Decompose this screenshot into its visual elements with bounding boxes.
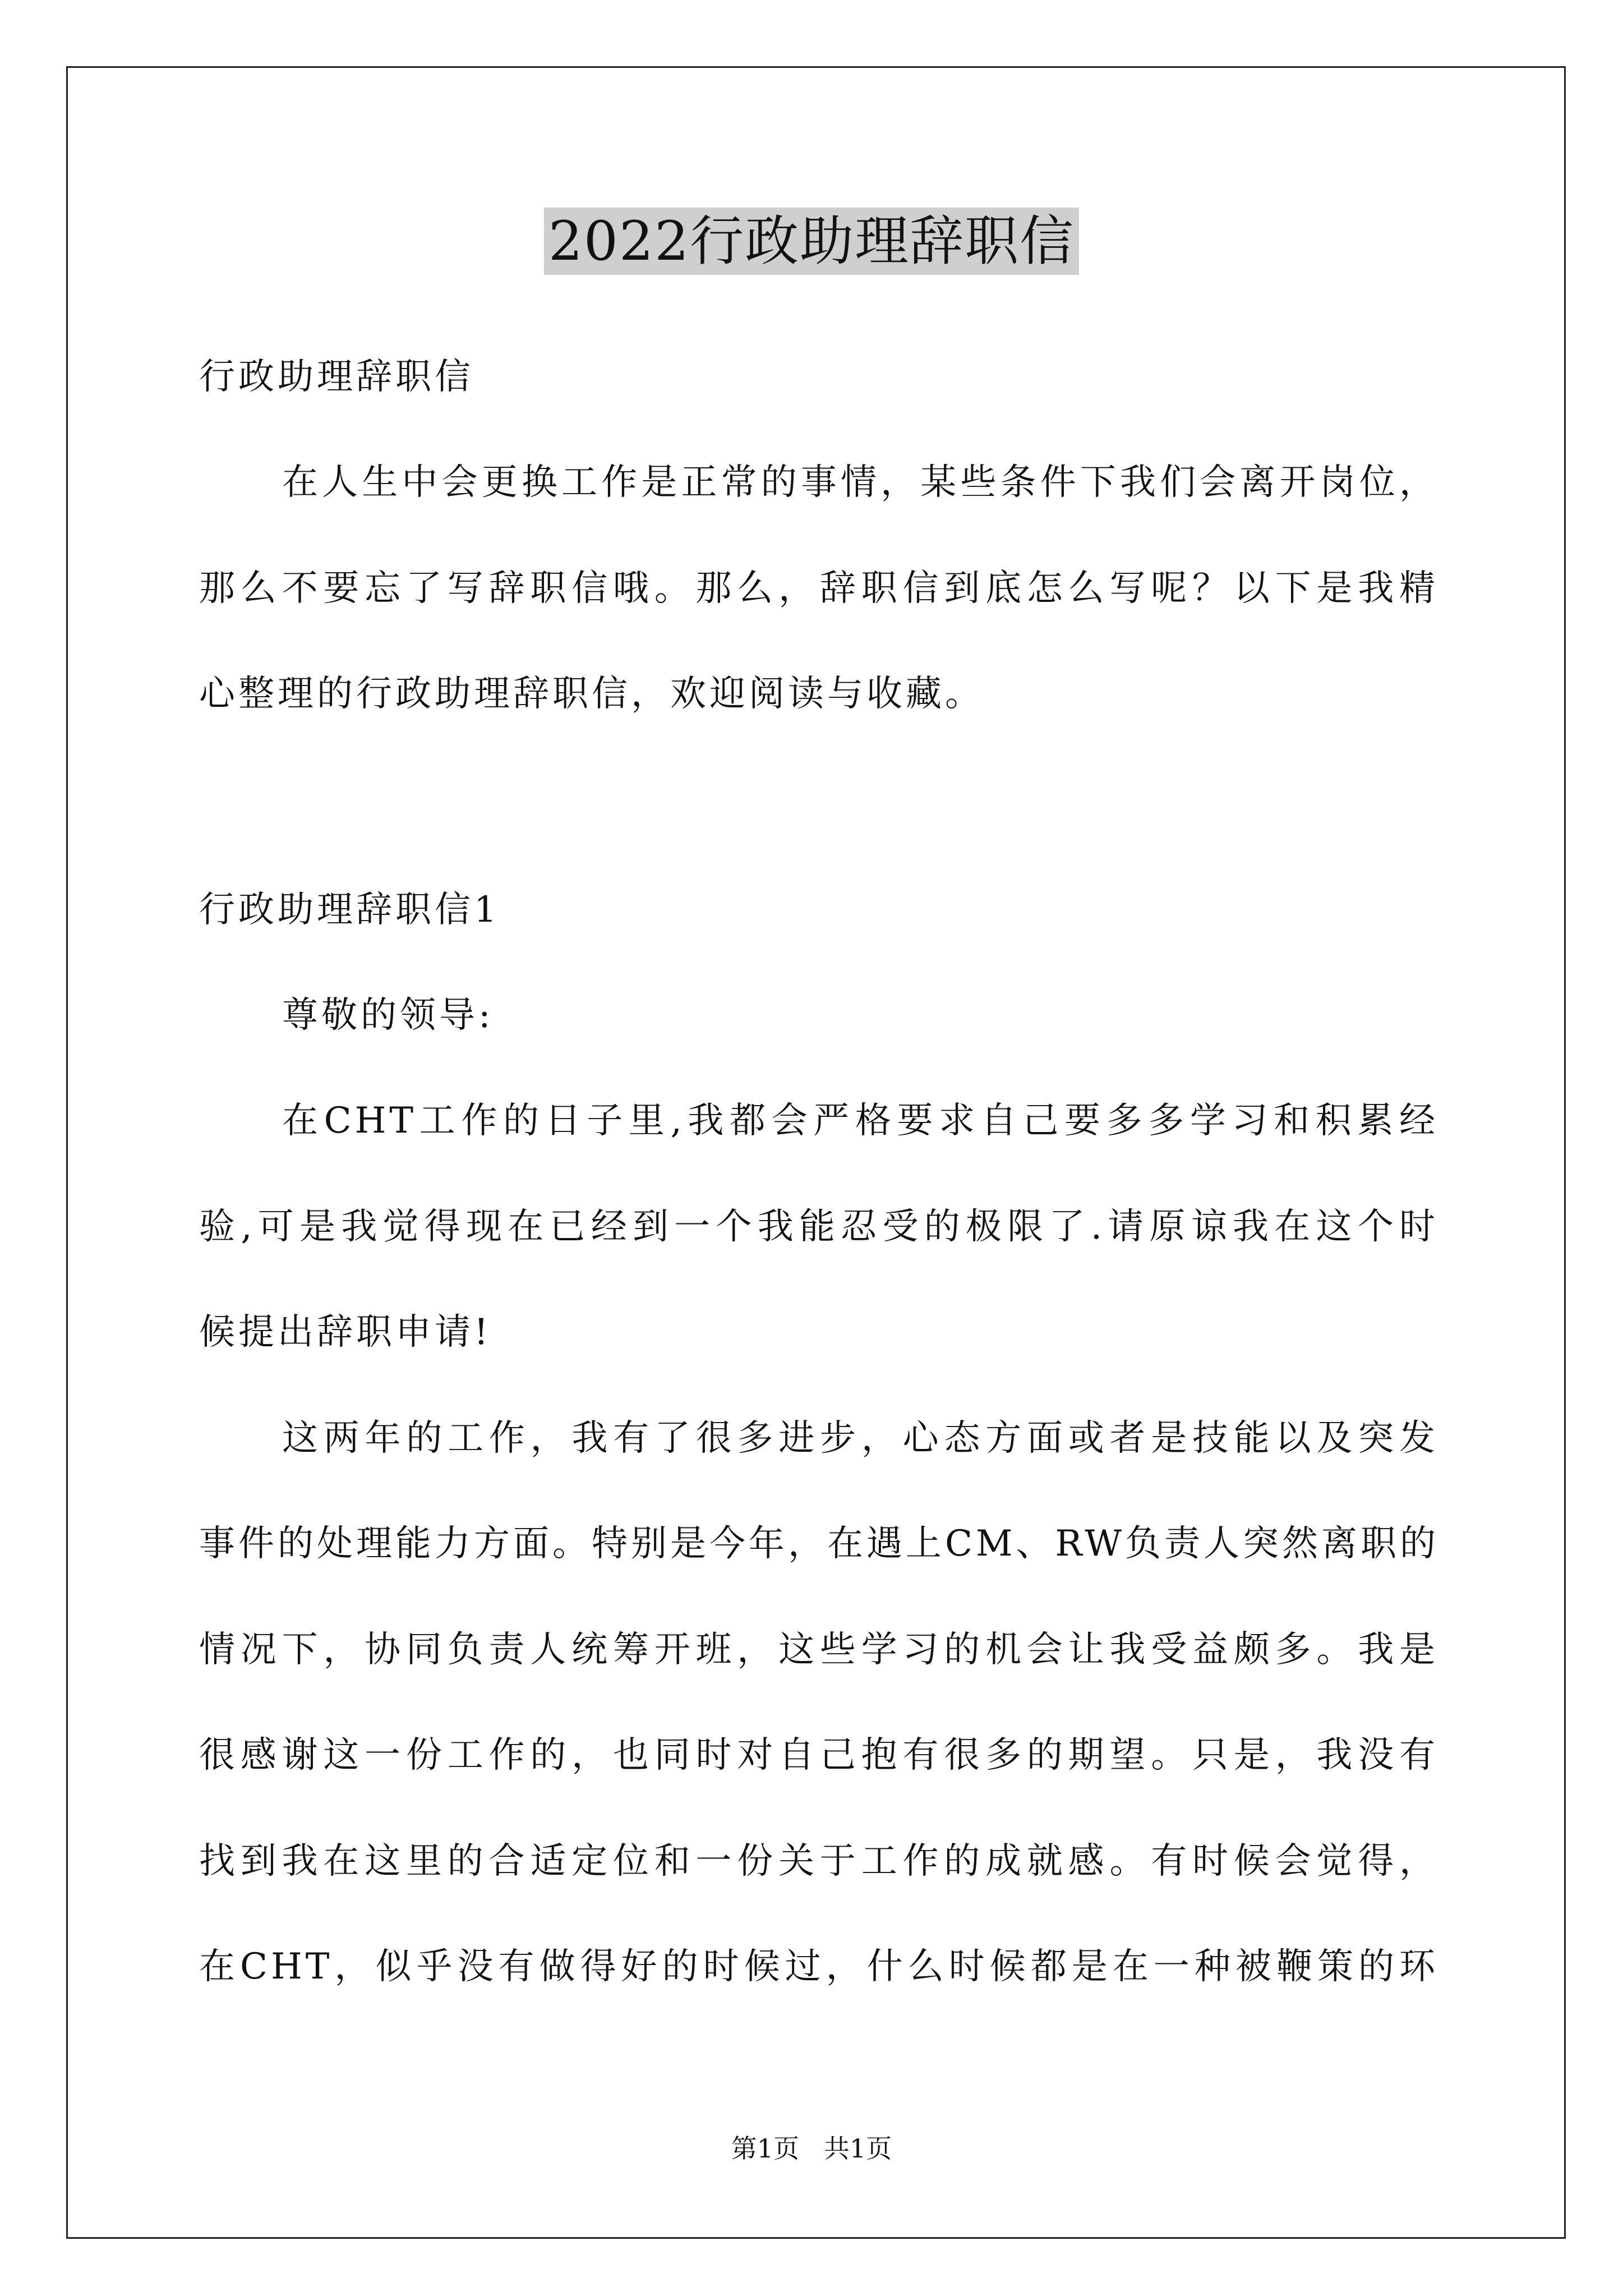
- body-line: 在CHT工作的日子里,我都会严格要求自己要多多学习和积累经: [282, 1100, 1438, 1142]
- title-wrap: [0, 208, 1623, 275]
- document-title: 2022行政助理辞职信: [544, 208, 1079, 275]
- body-line: 心整理的行政助理辞职信，欢迎阅读与收藏。: [199, 673, 984, 715]
- body-line: 找到我在这里的合适定位和一份关于工作的成就感。有时候会觉得，: [199, 1841, 1438, 1882]
- body-line: 在人生中会更换工作是正常的事情，某些条件下我们会离开岗位，: [282, 462, 1438, 503]
- salutation: 尊敬的领导:: [282, 995, 494, 1036]
- body-line: 这两年的工作，我有了很多进步，心态方面或者是技能以及突发: [282, 1418, 1438, 1459]
- body-line: 那么不要忘了写辞职信哦。那么，辞职信到底怎么写呢？以下是我精: [199, 568, 1438, 609]
- body-line: 情况下，协同负责人统筹开班，这些学习的机会让我受益颇多。我是: [199, 1629, 1438, 1671]
- section-heading: 行政助理辞职信1: [199, 889, 500, 931]
- body-line: 验,可是我觉得现在已经到一个我能忍受的极限了.请原谅我在这个时: [199, 1206, 1438, 1248]
- body-line: 候提出辞职申请!: [199, 1312, 492, 1353]
- body-line: 在CHT，似乎没有做得好的时候过，什么时候都是在一种被鞭策的环: [199, 1946, 1438, 1987]
- body-line: 事件的处理能力方面。特别是今年，在遇上CM、RW负责人突然离职的: [199, 1523, 1440, 1565]
- body-line: 很感谢这一份工作的，也同时对自己抱有很多的期望。只是，我没有: [199, 1734, 1438, 1776]
- page-footer: 第1页 共1页: [731, 2133, 892, 2164]
- subtitle-line: 行政助理辞职信: [199, 356, 474, 398]
